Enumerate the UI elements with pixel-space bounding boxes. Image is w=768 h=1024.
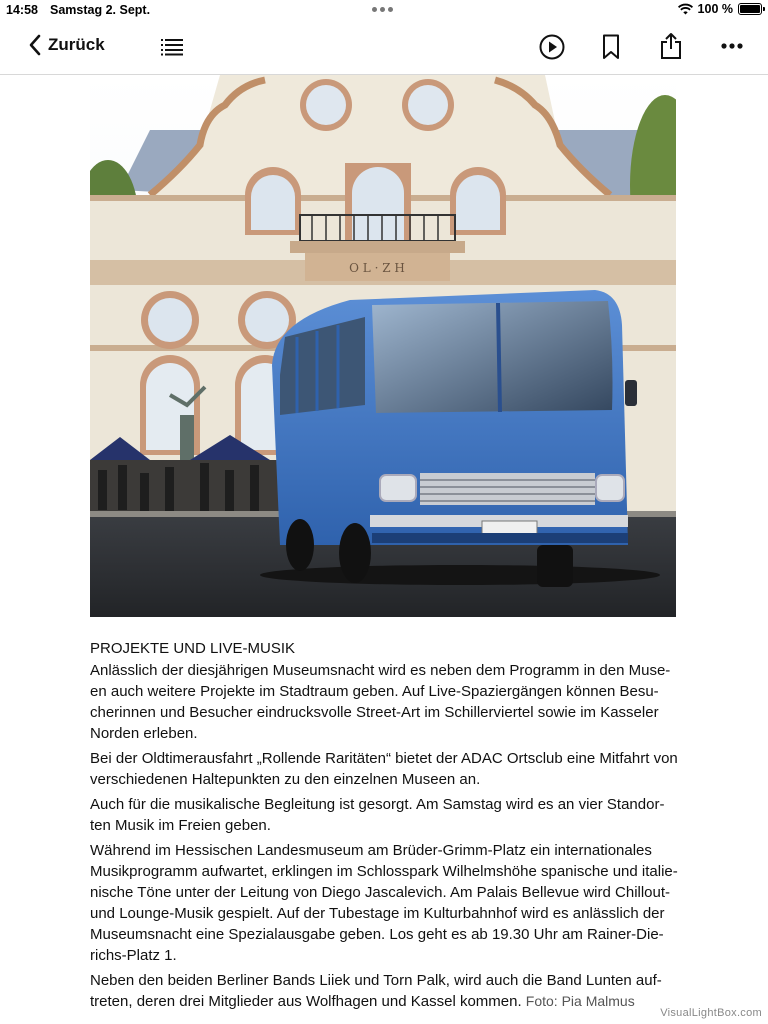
share-icon[interactable] (660, 32, 682, 60)
back-label: Zurück (48, 35, 105, 54)
status-date: Samstag 2. Sept. (50, 3, 151, 17)
status-time: 14:58 (6, 3, 38, 17)
blue-bus (260, 290, 660, 587)
watermark: VisualLightBox.com (660, 1007, 762, 1019)
multitasking-dots-icon[interactable] (372, 7, 393, 12)
status-bar (0, 0, 768, 20)
bookmark-icon[interactable] (602, 34, 620, 60)
photo-credit: Foto: Pia Malmus (525, 993, 635, 1009)
article-photo (90, 75, 676, 617)
bus-in-front-of-palace-image (90, 75, 676, 617)
article-body (90, 638, 678, 1016)
article-paragraph-4: Während im Hessischen Landesmuseum am Brüder-Grimm-Platz ein internationales Musikprogramm aufwartet, erklingen im Schlosspark Wilhelmshöhe spanische und italie-nische Töne unter der Leitung von Diego Jascalevich. Am Palais Bellevue wird Chillout- und Lounge-Musik gespielt. Auf der Tubestage im Kulturbahnhof wird es anlässlich der Museumsnacht eine Spezialausgabe geben. Los geht es ab 19.30 Uhr am Rainer-Die-richs-Platz 1. (90, 842, 678, 964)
article-paragraph-1: Anlässlich der diesjährigen Museumsnacht wird es neben dem Programm in den Muse-en auch weitere Projekte im Stadtraum geben. Auf Live-Spaziergängen können Besu-cherinnen und Besucher eindrucksvolle Street-Art im Schillerviertel sowie im Kasseler Norden erleben. (90, 662, 671, 742)
article-paragraph-2: Bei der Oldtimerausfahrt „Rollende Raritäten“ bietet der ADAC Ortsclub eine Mitfahrt von verschiedenen Haltepunkten zu den einzelnen Museen an. (90, 750, 678, 788)
article-paragraph-5 (90, 970, 678, 1012)
chevron-left-icon (28, 34, 42, 56)
list-icon[interactable] (161, 38, 183, 56)
play-icon[interactable] (539, 34, 565, 60)
wifi-icon (678, 3, 693, 15)
battery-percent: 100 % (697, 2, 733, 16)
battery-icon (738, 3, 762, 15)
more-icon[interactable] (721, 43, 743, 49)
article-paragraph-5-text: Neben den beiden Berliner Bands Liiek und Torn Palk, wird auch die Band Lunten auf-treten, deren drei Mitglieder aus Wolfhagen und Kassel kommen. (90, 972, 662, 1010)
nav-bar (0, 20, 768, 75)
article-paragraph-3: Auch für die musikalische Begleitung ist gesorgt. Am Samstag wird es an vier Standor-ten Musik im Freien geben. (90, 796, 665, 834)
section-heading: PROJEKTE UND LIVE-MUSIK (90, 640, 296, 657)
status-right (678, 2, 762, 16)
back-button[interactable] (28, 34, 105, 56)
building-sign: O L · Z H (349, 261, 405, 275)
